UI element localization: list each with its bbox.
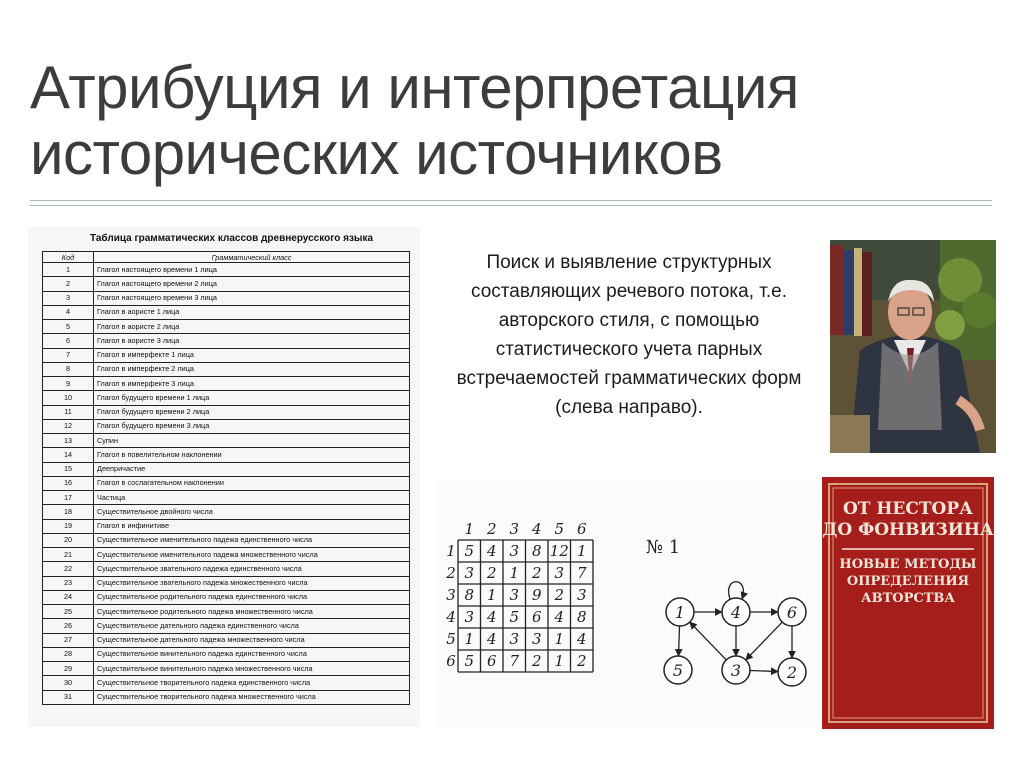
matrix-cell: 1 — [486, 586, 497, 604]
graph-node-label: 3 — [730, 661, 742, 680]
matrix-cell: 1 — [576, 542, 587, 560]
matrix-cell: 5 — [509, 608, 520, 626]
matrix-cell: 9 — [531, 586, 542, 604]
matrix-cell: 1 — [554, 652, 565, 670]
matrix-cell: 3 — [509, 542, 520, 560]
grammar-table-code: 28 — [43, 647, 94, 661]
grammar-table-code: 26 — [43, 619, 94, 633]
grammar-table-class: Глагол будущего времени 3 лица — [94, 419, 410, 433]
grammar-table-class: Существительное звательного падежа множественного числа — [94, 576, 410, 590]
matrix-cell: 1 — [554, 630, 565, 648]
grammar-table-class: Существительное дательного падежа множественного числа — [94, 633, 410, 647]
grammar-table-row — [43, 662, 410, 676]
grammar-table-class: Глагол в аористе 1 лица — [94, 305, 410, 319]
matrix-cell: 7 — [509, 652, 520, 670]
matrix-cell: 3 — [576, 586, 587, 604]
grammar-table-row — [43, 391, 410, 405]
grammar-table-row — [43, 434, 410, 448]
matrix-cell: 8 — [531, 542, 542, 560]
matrix-cell: 2 — [531, 564, 542, 582]
grammar-table-class: Глагол в имперфекте 2 лица — [94, 362, 410, 376]
grammar-table-code: 17 — [43, 491, 94, 505]
grammar-table-class: Глагол в инфинитиве — [94, 519, 410, 533]
graph-edge — [678, 626, 679, 656]
grammar-table-row — [43, 491, 410, 505]
grammar-table-class: Существительное винительного падежа множественного числа — [94, 662, 410, 676]
grammar-table-row — [43, 377, 410, 391]
grammar-table-row — [43, 320, 410, 334]
matrix-cell: 2 — [554, 586, 565, 604]
matrix-cell: 3 — [509, 586, 520, 604]
matrix-cell: 4 — [576, 630, 587, 648]
grammar-table-title: Таблица грамматических классов древнерусского языка — [90, 233, 374, 244]
graph-edge — [746, 622, 783, 660]
book-title-line2: ДО ФОНВИЗИНА — [822, 520, 994, 540]
grammar-table-class: Существительное родительного падежа множественного числа — [94, 605, 410, 619]
grammar-table-row — [43, 362, 410, 376]
grammar-table-class: Глагол в имперфекте 1 лица — [94, 348, 410, 362]
matrix-cell: 4 — [554, 608, 565, 626]
book-subtitle-line1: НОВЫЕ МЕТОДЫ — [839, 557, 977, 572]
grammar-table-class: Глагол настоящего времени 3 лица — [94, 291, 410, 305]
grammar-table-code: 15 — [43, 462, 94, 476]
grammar-table-class: Существительное творительного падежа множественного числа — [94, 690, 410, 704]
transition-graph — [646, 537, 806, 686]
grammar-table-code: 14 — [43, 448, 94, 462]
grammar-table-class: Существительное родительного падежа единственного числа — [94, 590, 410, 604]
grammar-table-class: Глагол в аористе 2 лица — [94, 320, 410, 334]
matrix-cell: 5 — [464, 652, 475, 670]
grammar-table-row — [43, 548, 410, 562]
grammar-table-code: 11 — [43, 405, 94, 419]
grammar-table-row — [43, 533, 410, 547]
matrix-cell: 6 — [531, 608, 542, 626]
grammar-table-row — [43, 605, 410, 619]
matrix-row-label: 3 — [446, 586, 456, 604]
author-photo — [830, 240, 996, 453]
grammar-table-row — [43, 633, 410, 647]
matrix-cell: 3 — [554, 564, 565, 582]
grammar-table-code: 1 — [43, 263, 94, 277]
grammar-table-code: 13 — [43, 434, 94, 448]
transition-matrix — [445, 520, 593, 672]
grammar-table-code: 19 — [43, 519, 94, 533]
grammar-table-class: Существительное двойного числа — [94, 505, 410, 519]
grammar-table-code: 18 — [43, 505, 94, 519]
grammar-table-code: 8 — [43, 362, 94, 376]
grammar-table-row — [43, 263, 410, 277]
grammar-table-code: 12 — [43, 419, 94, 433]
grammar-table-row — [43, 619, 410, 633]
grammar-table-code: 27 — [43, 633, 94, 647]
grammar-table-header-class: Грамматический класс — [94, 252, 410, 263]
grammar-table-code: 16 — [43, 476, 94, 490]
matrix-cell: 8 — [576, 608, 587, 626]
grammar-table-code: 25 — [43, 605, 94, 619]
grammar-table-row — [43, 690, 410, 704]
matrix-col-label: 1 — [464, 520, 475, 538]
graph-node-label: 4 — [730, 603, 742, 622]
grammar-table-class: Существительное творительного падежа единственного числа — [94, 676, 410, 690]
matrix-cell: 4 — [486, 630, 497, 648]
grammar-table-class: Существительное звательного падежа единственного числа — [94, 562, 410, 576]
matrix-cell: 5 — [464, 542, 475, 560]
matrix-cell: 3 — [464, 608, 475, 626]
grammar-table-row — [43, 562, 410, 576]
matrix-cell: 3 — [464, 564, 475, 582]
grammar-table-code: 22 — [43, 562, 94, 576]
matrix-cell: 1 — [509, 564, 520, 582]
grammar-table-row — [43, 576, 410, 590]
grammar-table-code: 24 — [43, 590, 94, 604]
graph-node-label: 1 — [674, 603, 686, 622]
grammar-table-code: 21 — [43, 548, 94, 562]
book-subtitle-line3: АВТОРСТВА — [861, 591, 955, 606]
grammar-table-class: Глагол будущего времени 2 лица — [94, 405, 410, 419]
grammar-table-row — [43, 519, 410, 533]
grammar-table-code: 30 — [43, 676, 94, 690]
matrix-col-label: 5 — [554, 520, 565, 538]
graph-label: № 1 — [646, 537, 681, 558]
grammar-table-row — [43, 676, 410, 690]
matrix-cell: 2 — [531, 652, 542, 670]
matrix-cell: 4 — [486, 542, 497, 560]
grammar-table-row — [43, 476, 410, 490]
matrix-cell: 3 — [509, 630, 520, 648]
grammar-table-class: Глагол в имперфекте 3 лица — [94, 377, 410, 391]
matrix-col-label: 3 — [509, 520, 520, 538]
matrix-row-label: 4 — [446, 608, 456, 626]
matrix-cell: 7 — [576, 564, 587, 582]
matrix-cell: 4 — [486, 608, 497, 626]
graph-node-label: 6 — [786, 603, 798, 622]
matrix-row-label: 2 — [446, 564, 456, 582]
matrix-cell: 8 — [464, 586, 475, 604]
grammar-table-code: 4 — [43, 305, 94, 319]
grammar-table-row — [43, 505, 410, 519]
graph-edge — [750, 670, 778, 671]
grammar-table-row — [43, 305, 410, 319]
slide-title-line2: исторических источников — [30, 120, 723, 187]
grammar-table-class: Существительное именительного падежа единственного числа — [94, 533, 410, 547]
grammar-table-class: Существительное винительного падежа единственного числа — [94, 647, 410, 661]
book-cover — [822, 477, 994, 729]
grammar-table-code: 20 — [43, 533, 94, 547]
grammar-table-code: 7 — [43, 348, 94, 362]
slide-title — [30, 55, 990, 187]
graph-self-loop — [729, 582, 744, 599]
grammar-table — [42, 251, 410, 705]
matrix-cell: 6 — [486, 652, 497, 670]
grammar-table-class: Глагол в аористе 3 лица — [94, 334, 410, 348]
matrix-row-label: 1 — [446, 542, 456, 560]
grammar-table-row — [43, 291, 410, 305]
grammar-table-class: Супин — [94, 434, 410, 448]
grammar-table-code: 31 — [43, 690, 94, 704]
book-subtitle-line2: ОПРЕДЕЛЕНИЯ — [846, 574, 970, 589]
grammar-table-row — [43, 590, 410, 604]
slide-title-line1: Атрибуция и интерпретация — [30, 54, 799, 121]
grammar-table-code: 29 — [43, 662, 94, 676]
title-divider-bottom — [30, 205, 992, 206]
grammar-table-class: Глагол будущего времени 1 лица — [94, 391, 410, 405]
grammar-table-class: Глагол в повелительном наклонении — [94, 448, 410, 462]
grammar-table-class: Глагол в сослагательном наклонении — [94, 476, 410, 490]
grammar-table-code: 10 — [43, 391, 94, 405]
title-divider-top — [30, 200, 992, 201]
description-text: Поиск и выявление структурных составляющих речевого потока, т.е. авторского стиля, с помощью статистического учета парных встречаемостей грамматических форм (слева направо). — [456, 252, 802, 418]
grammar-table-class: Глагол настоящего времени 2 лица — [94, 277, 410, 291]
grammar-table-row — [43, 647, 410, 661]
matrix-cell: 3 — [531, 630, 542, 648]
graph-node-label: 2 — [786, 663, 798, 682]
grammar-table-code: 23 — [43, 576, 94, 590]
grammar-table-class: Глагол настоящего времени 1 лица — [94, 263, 410, 277]
grammar-table-class: Существительное дательного падежа единственного числа — [94, 619, 410, 633]
grammar-table-code: 5 — [43, 320, 94, 334]
grammar-table-class: Частица — [94, 491, 410, 505]
matrix-cell: 2 — [576, 652, 587, 670]
grammar-table-class: Деепричастие — [94, 462, 410, 476]
graph-node-label: 5 — [672, 661, 684, 680]
matrix-col-label: 6 — [576, 520, 587, 538]
matrix-row-label: 5 — [446, 630, 456, 648]
grammar-table-class: Существительное именительного падежа множественного числа — [94, 548, 410, 562]
matrix-cell: 12 — [549, 542, 569, 560]
grammar-table-image — [28, 227, 420, 727]
matrix-col-label: 2 — [486, 520, 497, 538]
grammar-table-code: 6 — [43, 334, 94, 348]
grammar-table-header-code: Код — [43, 252, 94, 263]
grammar-table-code: 9 — [43, 377, 94, 391]
grammar-table-row — [43, 348, 410, 362]
grammar-table-code: 3 — [43, 291, 94, 305]
matrix-cell: 2 — [486, 564, 497, 582]
book-title-line1: ОТ НЕСТОРА — [842, 499, 973, 519]
grammar-table-row — [43, 405, 410, 419]
grammar-table-row — [43, 277, 410, 291]
grammar-table-row — [43, 334, 410, 348]
matrix-cell: 1 — [464, 630, 475, 648]
grammar-table-row — [43, 448, 410, 462]
matrix-col-label: 4 — [531, 520, 542, 538]
grammar-table-row — [43, 419, 410, 433]
grammar-table-row — [43, 462, 410, 476]
transition-diagram — [436, 480, 816, 728]
matrix-row-label: 6 — [446, 652, 456, 670]
graph-edge — [690, 622, 727, 660]
grammar-table-code: 2 — [43, 277, 94, 291]
